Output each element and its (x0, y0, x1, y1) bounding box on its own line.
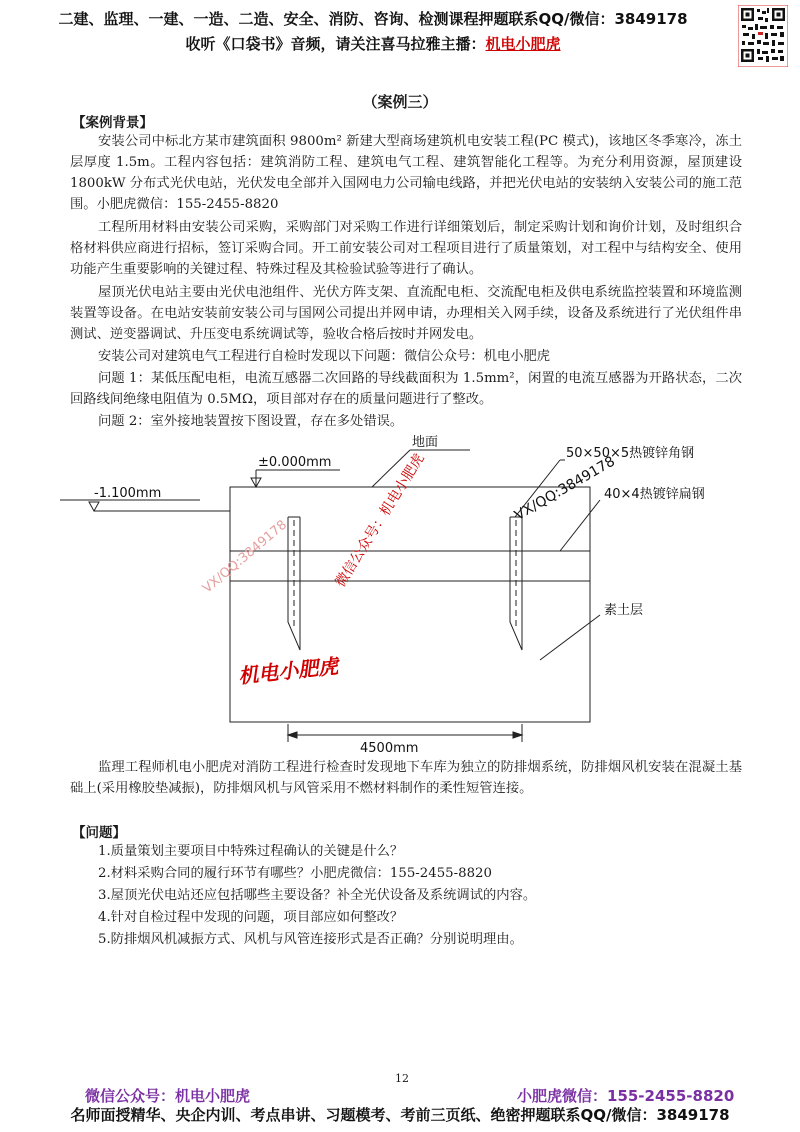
soil-box (230, 487, 590, 722)
angle-steel-leader (515, 460, 560, 517)
qr-code-icon (738, 5, 788, 67)
header-line-2-prefix: 收听《口袋书》音频，请关注喜马拉雅主播： (185, 35, 486, 53)
watermark-red-diagonal: 微信公众号：机电小肥虎 (332, 450, 428, 591)
background-heading: 【案例背景】 (72, 115, 153, 131)
background-paragraph-3: 屋顶光伏电站主要由光伏电池组件、光伏方阵支架、直流配电柜、交流配电柜及供电系统监控装置和环境监测装置等设备。在电站安装前安装公司与国网公司提出并网申请，办理相关入网手续，设备及系统进行了光伏组件串测试、逆变器调试、升压变电系统调试等，验收合格后按时并网发电。 (70, 285, 742, 342)
ground-label: 地面 (412, 435, 439, 450)
header-line-2 (18, 33, 728, 54)
background-paragraph-4: 安装公司对建筑电气工程进行自检时发现以下问题：微信公众号：机电小肥虎 (98, 349, 551, 364)
flat-steel-label: 40×4热镀锌扁钢 (604, 487, 705, 502)
background-paragraph-1: 安装公司中标北方某市建筑面积 9800m² 新建大型商场建筑机电安装工程(PC 模式)，该地区冬季寒冷，冻土层厚度 1.5m。工程内容包括：建筑消防工程、建筑电气工程、建筑智能化工程等。为充分利用资源，屋顶建设 1800kW 分布式光伏电站，光伏发电全部并入国网电力公司输电线路，并把光伏电站的安装纳入安装公司的施工范围。小肥虎微信：155-2455-8820 (70, 134, 742, 212)
question-2: 2.材料采购合同的履行环节有哪些？小肥虎微信：155-2455-8820 (98, 866, 492, 881)
flat-steel-leader (560, 500, 600, 551)
background-paragraph-7: 监理工程师机电小肥虎对消防工程进行检查时发现地下车库为独立的防排烟系统，防排烟风机安装在混凝土基础上(采用橡胶垫减振)，防排烟风机与风管采用不燃材料制作的柔性短管连接。 (70, 760, 742, 796)
host-name-link[interactable]: 机电小肥虎 (485, 35, 561, 53)
background-paragraph-2: 工程所用材料由安装公司采购，采购部门对采购工作进行详细策划后，制定采购计划和询价计划，及时组织合格材料供应商进行招标，签订采购合同。开工前安装公司对工程项目进行了质量策划，对工程中与结构安全、使用功能产生重要影响的关键过程、特殊过程及其检验试验等进行了确认。 (70, 220, 742, 277)
ground-leader-line (372, 450, 410, 487)
watermark-red-large: 机电小肥虎 (237, 653, 340, 689)
page-number: 12 (395, 1072, 409, 1085)
level-minus-triangle (89, 502, 99, 511)
footer-bottom: 名师面授精华、央企内训、考点串讲、习题模考、考前三页纸、绝密押题联系QQ/微信：3849178 (70, 1106, 730, 1124)
question-5: 5.防排烟风机减振方式、风机与风管连接形式是否正确？分别说明理由。 (98, 932, 523, 947)
level-zero-label: ±0.000mm (258, 455, 332, 470)
background-paragraph-5: 问题 1：某低压配电柜，电流互感器二次回路的导线截面积为 1.5mm²，闲置的电流互感器为开路状态，二次回路线间绝缘电阻值为 0.5MΩ，项目部对存在的质量问题进行了整改。 (70, 371, 742, 407)
page-title: （案例三） (362, 93, 438, 111)
level-minus-label: -1.100mm (94, 486, 162, 501)
watermark-vx-faint: VX/QQ:3849178 (200, 517, 291, 597)
question-3: 3.屋顶光伏电站还应包括哪些主要设备？补全光伏设备及系统调试的内容。 (98, 888, 537, 903)
flat-steel-bar (230, 551, 590, 581)
distance-label: 4500mm (360, 741, 419, 756)
question-4: 4.针对自检过程中发现的问题，项目部应如何整改？ (98, 910, 404, 925)
soil-label: 素土层 (604, 603, 644, 618)
footer-left: 微信公众号：机电小肥虎 (85, 1087, 251, 1105)
questions-heading: 【问题】 (72, 825, 126, 841)
angle-steel-label: 50×50×5热镀锌角钢 (566, 446, 695, 461)
question-1: 1.质量策划主要项目中特殊过程确认的关键是什么？ (98, 844, 404, 859)
footer-right: 小肥虎微信：155-2455-8820 (517, 1087, 735, 1105)
soil-leader (540, 615, 600, 660)
watermark-vx-black: VX/QQ:3849178 (512, 453, 618, 524)
background-paragraph-6: 问题 2：室外接地装置按下图设置，存在多处错误。 (98, 414, 404, 429)
grounding-diagram (0, 430, 800, 760)
header-line-1: 二建、监理、一建、一造、二造、安全、消防、咨询、检测课程押题联系QQ/微信：3849178 (58, 10, 688, 28)
